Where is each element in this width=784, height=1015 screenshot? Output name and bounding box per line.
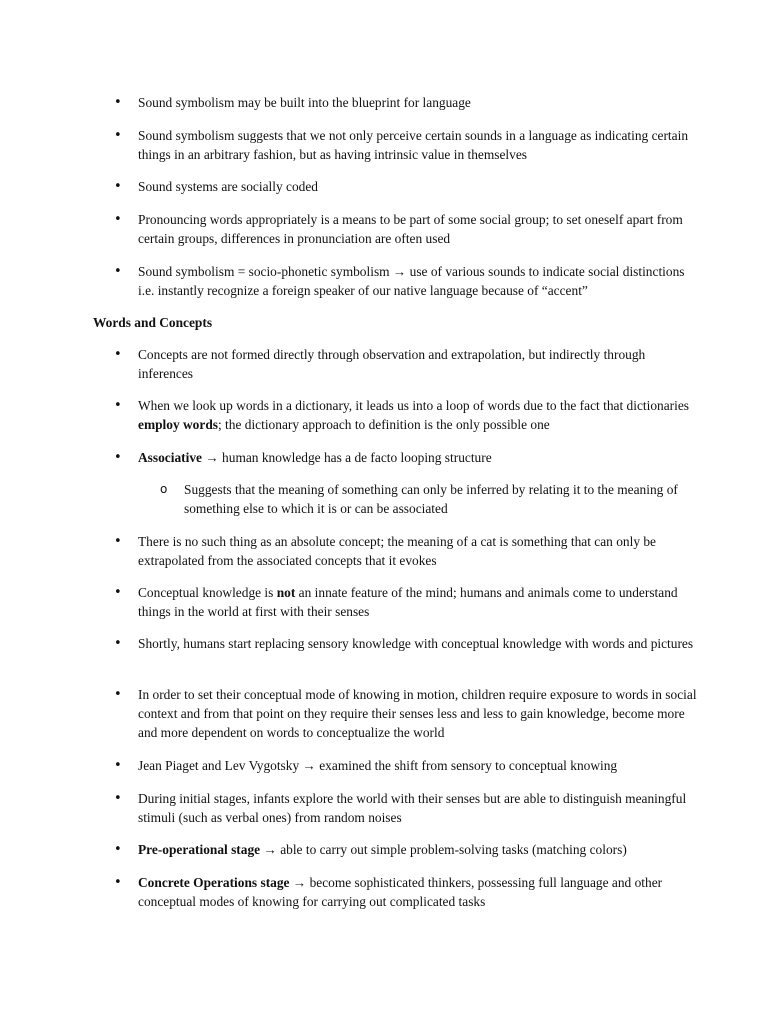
bullet-marker: • [114,450,122,465]
list-item: There is no such thing as an absolute concept; the meaning of a cat is something that can only be extrapolated from the associated concepts that it evokes [138,534,656,568]
list-item [138,840,698,859]
bullet-marker: • [114,534,122,549]
bullet-marker: • [114,347,122,362]
item-text: When we look up words in a dictionary, it leads us into a loop of words due to the fact that dictionaries [138,398,689,413]
item-text: an innate feature of the mind; humans and animals come to understand things in the world at first with their senses [138,585,678,619]
list-item: In order to set their conceptual mode of knowing in motion, children require exposure to words in social context and from that point on they require their senses less and less to gain knowledge, become more and more dependent on words to conceptualize the world [138,687,697,740]
sub-bullet-marker: o [160,482,168,496]
bullet-marker: • [114,179,122,194]
list-item: Sound systems are socially coded [138,179,318,194]
item-bold-text: Pre-operational stage [138,842,261,857]
bullet-marker: • [114,128,122,143]
list-item: Concepts are not formed directly through observation and extrapolation, but indirectly through inferences [138,347,646,381]
item-bold-text: Associative [138,450,202,465]
list-item: During initial stages, infants explore the world with their senses but are able to distinguish meaningful stimuli (such as verbal ones) from random noises [138,791,687,825]
list-item [138,396,698,434]
list-item: Jean Piaget and Lev Vygotsky → examined the shift from sensory to conceptual knowing [138,758,618,773]
bullet-marker: • [114,687,122,702]
item-text: Conceptual knowledge is [138,585,277,600]
list-item [138,448,698,467]
item-text: → human knowledge has a de facto looping structure [201,450,492,465]
item-text: → able to carry out simple problem-solving tasks (matching colors) [260,842,627,857]
list-item: Shortly, humans start replacing sensory knowledge with conceptual knowledge with words and pictures [138,636,694,651]
sub-list-item: Suggests that the meaning of something can only be inferred by relating it to the meaning of something else to which it is or can be associated [184,482,678,516]
list-item [138,583,698,621]
bullet-marker: • [114,636,122,651]
bullet-marker: • [114,212,122,227]
item-bold-text: employ words [138,417,218,432]
bullet-marker: • [114,398,122,413]
bullet-marker: • [114,791,122,806]
list-item: Sound symbolism suggests that we not only perceive certain sounds in a language as indicating certain things in an arbitrary fashion, but as having intrinsic value in themselves [138,128,689,162]
item-text: → become sophisticated thinkers, possessing full language and other conceptual modes of knowing for carrying out complicated tasks [138,875,663,909]
bullet-marker: • [114,875,122,890]
bullet-marker: • [114,758,122,773]
item-bold-text: Concrete Operations stage [138,875,290,890]
item-text: ; the dictionary approach to definition is the only possible one [217,417,550,432]
bullet-marker: • [114,585,122,600]
bullet-marker: • [114,95,122,110]
section-heading: Words and Concepts [93,315,213,330]
list-item: Sound symbolism may be built into the blueprint for language [138,95,471,110]
bullet-marker: • [114,264,122,279]
list-item: Pronouncing words appropriately is a means to be part of some social group; to set oneself apart from certain groups, differences in pronunciation are often used [138,212,683,246]
list-item [138,873,698,911]
item-bold-text: not [276,585,296,600]
list-item: Sound symbolism = socio-phonetic symbolism → use of various sounds to indicate social distinctions i.e. instantly recognize a foreign speaker of our native language because of “accent” [138,264,685,298]
bullet-marker: • [114,842,122,857]
